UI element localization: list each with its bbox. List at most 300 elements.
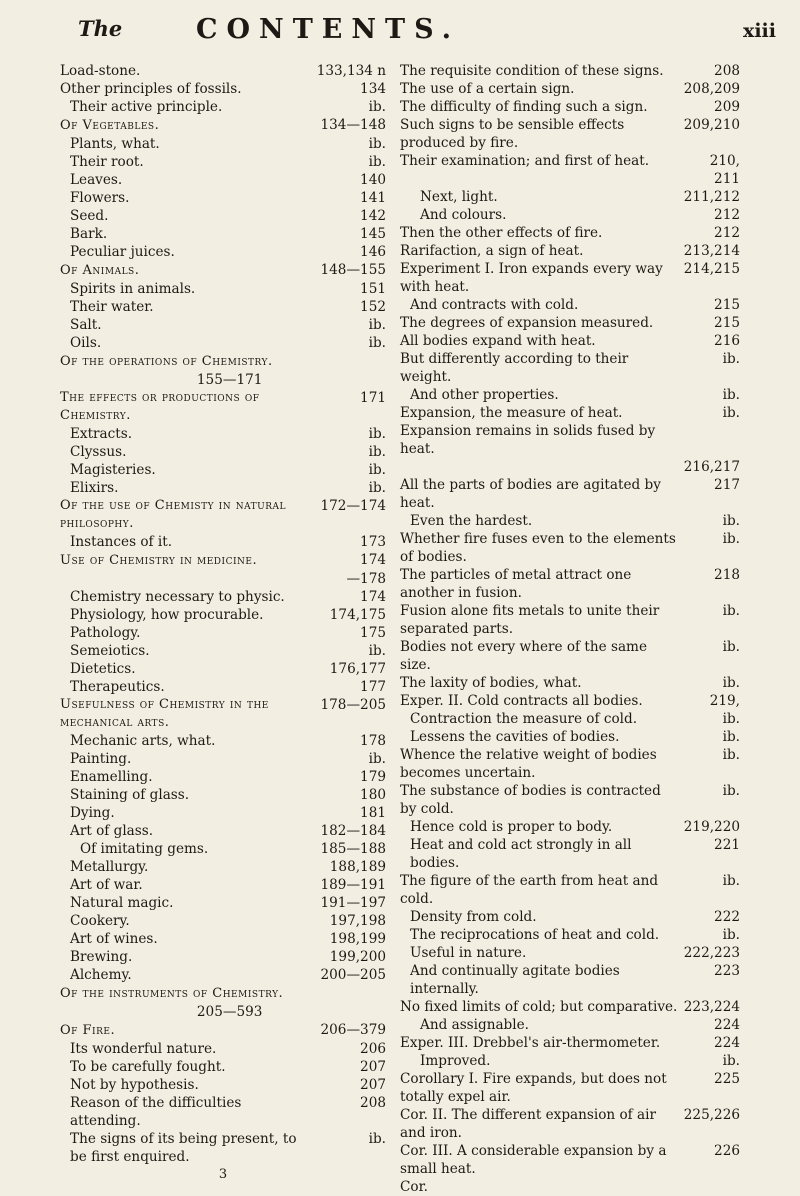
entry-text: Cor. III. A considerable expansion by a small heat. bbox=[400, 1143, 667, 1177]
entry-page: 210, bbox=[709, 153, 740, 169]
contents-entry bbox=[400, 1016, 740, 1034]
contents-entry bbox=[400, 566, 740, 602]
entry-text: Chemistry necessary to physic. bbox=[70, 589, 285, 605]
entry-page: 134 bbox=[360, 81, 386, 97]
contents-entry bbox=[60, 768, 386, 786]
entry-page: 178 bbox=[360, 733, 386, 749]
contents-entry bbox=[400, 818, 740, 836]
contents-entry bbox=[400, 170, 740, 188]
entry-page: 212 bbox=[714, 207, 740, 223]
contents-entry bbox=[400, 476, 740, 512]
entry-page: 175 bbox=[360, 625, 386, 641]
entry-text: Pathology. bbox=[70, 625, 141, 641]
entry-text: Seed. bbox=[70, 208, 109, 224]
entry-text: Instances of it. bbox=[70, 534, 173, 550]
entry-text: Painting. bbox=[70, 751, 132, 767]
entry-page: 216 bbox=[714, 333, 740, 349]
contents-entry bbox=[400, 836, 740, 872]
entry-text: Enamelling. bbox=[70, 769, 153, 785]
contents-entry bbox=[60, 930, 386, 948]
entry-page: 206 bbox=[360, 1041, 386, 1057]
contents-entry bbox=[400, 602, 740, 638]
entry-page: ib. bbox=[722, 639, 740, 655]
entry-text: Experiment I. Iron expands every way with heat. bbox=[400, 261, 663, 295]
entry-page: 206—379 bbox=[320, 1022, 386, 1038]
entry-page: 152 bbox=[360, 299, 386, 315]
contents-column-right bbox=[400, 62, 740, 1196]
entry-page: 133,134 n bbox=[316, 63, 386, 79]
entry-page: 207 bbox=[360, 1059, 386, 1075]
entry-text: Their examination; and first of heat. bbox=[400, 153, 650, 169]
entry-page: ib. bbox=[368, 462, 386, 478]
entry-text: Art of glass. bbox=[70, 823, 154, 839]
contents-entry bbox=[60, 822, 386, 840]
entry-text: Spirits in animals. bbox=[70, 281, 196, 297]
contents-entry bbox=[400, 116, 740, 152]
entry-text: Corollary I. Fire expands, but does not totally expel air. bbox=[400, 1071, 667, 1105]
entry-page: 214,215 bbox=[683, 261, 740, 277]
entry-page: ib. bbox=[722, 405, 740, 421]
entry-page: 191—197 bbox=[320, 895, 386, 911]
entry-page: 216,217 bbox=[683, 459, 740, 475]
contents-entry bbox=[60, 1040, 386, 1058]
entry-text: Load-stone. bbox=[60, 63, 141, 79]
contents-entry bbox=[60, 588, 386, 606]
contents-entry bbox=[400, 458, 740, 476]
entry-page: 181 bbox=[360, 805, 386, 821]
entry-text: Of the use of Chemisty in natural philosophy. bbox=[60, 498, 286, 531]
entry-text: All bodies expand with heat. bbox=[400, 333, 596, 349]
contents-entry bbox=[400, 908, 740, 926]
entry-text: Whence the relative weight of bodies becomes uncertain. bbox=[400, 747, 657, 781]
entry-page: ib. bbox=[368, 136, 386, 152]
contents-entry bbox=[60, 1058, 386, 1076]
entry-page: 134—148 bbox=[320, 117, 386, 133]
contents-entry bbox=[400, 98, 740, 116]
contents-entry bbox=[60, 570, 386, 588]
entry-page: 141 bbox=[360, 190, 386, 206]
entry-page: ib. bbox=[368, 643, 386, 659]
contents-entry bbox=[60, 153, 386, 171]
entry-text: Next, light. bbox=[420, 189, 498, 205]
entry-page: 209,210 bbox=[683, 117, 740, 133]
entry-page: 180 bbox=[360, 787, 386, 803]
entry-text: Plants, what. bbox=[70, 136, 160, 152]
entry-text: The laxity of bodies, what. bbox=[400, 675, 582, 691]
contents-entry bbox=[400, 512, 740, 530]
entry-page: ib. bbox=[368, 480, 386, 496]
entry-text: Density from cold. bbox=[410, 909, 537, 925]
entry-text: No fixed limits of cold; but comparative. bbox=[400, 999, 678, 1015]
entry-text: Rarifaction, a sign of heat. bbox=[400, 243, 584, 259]
contents-entry bbox=[60, 732, 386, 750]
entry-text: Heat and cold act strongly in all bodies. bbox=[410, 837, 632, 871]
entry-page: ib. bbox=[368, 335, 386, 351]
contents-entry bbox=[400, 62, 740, 80]
contents-entry bbox=[400, 350, 740, 386]
contents-entry bbox=[60, 876, 386, 894]
entry-text: Lessens the cavities of bodies. bbox=[410, 729, 620, 745]
contents-entry bbox=[400, 422, 740, 458]
entry-text: Bark. bbox=[70, 226, 108, 242]
contents-entry bbox=[60, 298, 386, 316]
contents-entry bbox=[60, 225, 386, 243]
contents-entry bbox=[400, 386, 740, 404]
entry-page: 148—155 bbox=[320, 262, 386, 278]
contents-entry bbox=[60, 1076, 386, 1094]
entry-page: 151 bbox=[360, 281, 386, 297]
entry-text: Their active principle. bbox=[70, 99, 223, 115]
entry-page: 176,177 bbox=[329, 661, 386, 677]
contents-entry bbox=[60, 750, 386, 768]
entry-text: Physiology, how procurable. bbox=[70, 607, 264, 623]
entry-page: 219,220 bbox=[683, 819, 740, 835]
entry-page: 197,198 bbox=[329, 913, 386, 929]
contents-entry bbox=[60, 243, 386, 261]
contents-entry bbox=[60, 1094, 386, 1130]
contents-entry bbox=[400, 1142, 740, 1178]
entry-page: 179 bbox=[360, 769, 386, 785]
entry-text: To be carefully fought. bbox=[70, 1059, 226, 1075]
entry-page: 209 bbox=[714, 99, 740, 115]
contents-entry bbox=[60, 642, 386, 660]
entry-text: Extracts. bbox=[70, 426, 133, 442]
entry-page: ib. bbox=[722, 531, 740, 547]
contents-entry bbox=[60, 696, 386, 732]
entry-page: 212 bbox=[714, 225, 740, 241]
entry-page: 211 bbox=[714, 171, 740, 187]
page-number: xiii bbox=[743, 20, 776, 42]
contents-entry bbox=[400, 314, 740, 332]
entry-page: 224 bbox=[714, 1035, 740, 1051]
entry-page: 218 bbox=[714, 567, 740, 583]
entry-page: ib. bbox=[722, 513, 740, 529]
contents-entry bbox=[400, 872, 740, 908]
contents-entry bbox=[60, 98, 386, 116]
entry-page: 215 bbox=[714, 297, 740, 313]
entry-text: Art of wines. bbox=[70, 931, 158, 947]
contents-entry bbox=[400, 296, 740, 314]
entry-page: ib. bbox=[368, 317, 386, 333]
entry-text: Useful in nature. bbox=[410, 945, 527, 961]
entry-text: Magisteries. bbox=[70, 462, 156, 478]
contents-entry bbox=[400, 926, 740, 944]
entry-text: Of Vegetables. bbox=[60, 118, 160, 133]
entry-page: 223,224 bbox=[683, 999, 740, 1015]
contents-entry bbox=[60, 479, 386, 497]
contents-entry bbox=[60, 425, 386, 443]
entry-page: ib. bbox=[722, 927, 740, 943]
entry-text: The difficulty of finding such a sign. bbox=[400, 99, 648, 115]
entry-page: 208,209 bbox=[683, 81, 740, 97]
entry-page: 205—593 bbox=[196, 1004, 263, 1020]
contents-entry bbox=[400, 1106, 740, 1142]
entry-page: 222,223 bbox=[683, 945, 740, 961]
entry-text: Of Fire. bbox=[60, 1023, 116, 1038]
entry-text: Leaves. bbox=[70, 172, 123, 188]
contents-entry bbox=[400, 782, 740, 818]
entry-text: And contracts with cold. bbox=[410, 297, 579, 313]
contents-entry bbox=[400, 260, 740, 296]
entry-text: Oils. bbox=[70, 335, 102, 351]
entry-page: 200—205 bbox=[320, 967, 386, 983]
contents-entry bbox=[400, 332, 740, 350]
contents-entry bbox=[60, 948, 386, 966]
entry-text: Metallurgy. bbox=[70, 859, 149, 875]
entry-text: All the parts of bodies are agitated by heat. bbox=[400, 477, 661, 511]
entry-text: Fusion alone fits metals to unite their separated parts. bbox=[400, 603, 660, 637]
entry-text: And other properties. bbox=[410, 387, 559, 403]
entry-page: ib. bbox=[722, 711, 740, 727]
contents-entry bbox=[400, 188, 740, 206]
entry-page: ib. bbox=[368, 751, 386, 767]
entry-text: Elixirs. bbox=[70, 480, 119, 496]
entry-page: 207 bbox=[360, 1077, 386, 1093]
entry-text: Then the other effects of fire. bbox=[400, 225, 603, 241]
entry-text: Hence cold is proper to body. bbox=[410, 819, 613, 835]
entry-page: 142 bbox=[360, 208, 386, 224]
entry-page: ib. bbox=[722, 783, 740, 799]
contents-entry bbox=[60, 334, 386, 352]
entry-page: 172—174 bbox=[320, 498, 386, 514]
entry-text: Peculiar juices. bbox=[70, 244, 175, 260]
entry-text: Cor. II. The different expansion of air and iron. bbox=[400, 1107, 656, 1141]
contents-entry bbox=[60, 371, 386, 389]
entry-text: But differently according to their weight. bbox=[400, 351, 629, 385]
entry-page: 222 bbox=[714, 909, 740, 925]
entry-page: ib. bbox=[722, 351, 740, 367]
entry-text: Of imitating gems. bbox=[80, 841, 209, 857]
contents-entry bbox=[400, 962, 740, 998]
entry-page: 182—184 bbox=[320, 823, 386, 839]
contents-entry bbox=[400, 674, 740, 692]
contents-entry bbox=[60, 497, 386, 533]
entry-page: ib. bbox=[368, 426, 386, 442]
entry-text: Even the hardest. bbox=[410, 513, 533, 529]
entry-page: 215 bbox=[714, 315, 740, 331]
contents-entry bbox=[60, 461, 386, 479]
contents-entry bbox=[60, 624, 386, 642]
contents-entry bbox=[60, 660, 386, 678]
entry-text: Semeiotics. bbox=[70, 643, 150, 659]
header-the: The bbox=[78, 16, 123, 41]
contents-entry bbox=[60, 894, 386, 912]
contents-entry bbox=[60, 116, 386, 135]
contents-entry bbox=[60, 966, 386, 984]
contents-entry bbox=[60, 207, 386, 225]
contents-entry bbox=[60, 678, 386, 696]
entry-page: 188,189 bbox=[329, 859, 386, 875]
entry-text: Of Animals. bbox=[60, 263, 140, 278]
entry-text: The use of a certain sign. bbox=[400, 81, 575, 97]
entry-page: ib. bbox=[722, 675, 740, 691]
entry-text: The figure of the earth from heat and cold. bbox=[400, 873, 659, 907]
entry-text: Salt. bbox=[70, 317, 102, 333]
contents-entry bbox=[60, 804, 386, 822]
contents-entry bbox=[400, 530, 740, 566]
entry-text: Of the instruments of Chemistry. bbox=[60, 986, 284, 1001]
entry-text: Its wonderful nature. bbox=[70, 1041, 217, 1057]
entry-text: The effects or productions of Chemistry. bbox=[60, 390, 260, 423]
entry-text: Such signs to be sensible effects produced by fire. bbox=[400, 117, 625, 151]
entry-page: ib. bbox=[722, 729, 740, 745]
entry-text: Exper. II. Cold contracts all bodies. bbox=[400, 693, 643, 709]
contents-entry bbox=[400, 998, 740, 1016]
entry-text: Expansion, the measure of heat. bbox=[400, 405, 623, 421]
entry-page: 140 bbox=[360, 172, 386, 188]
entry-text: Dietetics. bbox=[70, 661, 136, 677]
contents-entry bbox=[400, 638, 740, 674]
contents-column-left bbox=[60, 62, 386, 1184]
entry-page: 189—191 bbox=[320, 877, 386, 893]
entry-page: 174,175 bbox=[329, 607, 386, 623]
contents-entry bbox=[400, 1034, 740, 1052]
entry-page: ib. bbox=[722, 603, 740, 619]
contents-entry bbox=[400, 404, 740, 422]
entry-page: 185—188 bbox=[320, 841, 386, 857]
entry-page: —178 bbox=[346, 571, 386, 587]
entry-page: 221 bbox=[714, 837, 740, 853]
entry-text: And assignable. bbox=[420, 1017, 529, 1033]
contents-entry bbox=[400, 242, 740, 260]
entry-text: Natural magic. bbox=[70, 895, 174, 911]
entry-page: ib. bbox=[368, 444, 386, 460]
entry-text: Flowers. bbox=[70, 190, 130, 206]
entry-text: The substance of bodies is contracted by cold. bbox=[400, 783, 661, 817]
entry-page: ib. bbox=[722, 387, 740, 403]
contents-entry bbox=[400, 1070, 740, 1106]
contents-entry bbox=[60, 786, 386, 804]
contents-entry bbox=[60, 1021, 386, 1040]
entry-text: Their root. bbox=[70, 154, 144, 170]
entry-text: Bodies not every where of the same size. bbox=[400, 639, 647, 673]
entry-page: 178—205 bbox=[320, 697, 386, 713]
contents-entry bbox=[60, 984, 386, 1003]
entry-page: 173 bbox=[360, 534, 386, 550]
contents-entry bbox=[60, 840, 386, 858]
entry-page: 208 bbox=[360, 1095, 386, 1111]
contents-entry bbox=[400, 710, 740, 728]
entry-text: Alchemy. bbox=[70, 967, 132, 983]
entry-page: ib. bbox=[722, 747, 740, 763]
entry-text: Their water. bbox=[70, 299, 154, 315]
entry-page: 226 bbox=[714, 1143, 740, 1159]
entry-text: Staining of glass. bbox=[70, 787, 190, 803]
entry-text: Usefulness of Chemistry in the mechanical arts. bbox=[60, 697, 269, 730]
entry-text: Improved. bbox=[420, 1053, 491, 1069]
entry-page: ib. bbox=[368, 154, 386, 170]
entry-text: Other principles of fossils. bbox=[60, 81, 242, 97]
entry-text: Of the operations of Chemistry. bbox=[60, 354, 273, 369]
entry-text: Reason of the difficulties attending. bbox=[70, 1095, 242, 1129]
entry-text: Exper. III. Drebbel's air-thermometer. bbox=[400, 1035, 661, 1051]
entry-page: 225,226 bbox=[683, 1107, 740, 1123]
contents-entry bbox=[400, 692, 740, 710]
signature-mark: 3 bbox=[218, 1167, 228, 1182]
entry-text: Whether fire fuses even to the elements of bodies. bbox=[400, 531, 676, 565]
entry-text: Art of war. bbox=[70, 877, 143, 893]
contents-entry bbox=[60, 352, 386, 371]
entry-page: 199,200 bbox=[329, 949, 386, 965]
entry-page: 223 bbox=[714, 963, 740, 979]
header-title: CONTENTS. bbox=[196, 14, 461, 45]
contents-entry bbox=[400, 224, 740, 242]
entry-text: And colours. bbox=[420, 207, 507, 223]
contents-entry bbox=[60, 1130, 386, 1166]
entry-page: 208 bbox=[714, 63, 740, 79]
entry-page: 174 bbox=[360, 552, 386, 568]
entry-text: The particles of metal attract one another in fusion. bbox=[400, 567, 632, 601]
contents-entry bbox=[400, 746, 740, 782]
entry-page: 146 bbox=[360, 244, 386, 260]
contents-entry bbox=[400, 728, 740, 746]
entry-text: Therapeutics. bbox=[70, 679, 165, 695]
running-header bbox=[0, 8, 800, 54]
contents-entry bbox=[60, 280, 386, 298]
entry-text: Clyssus. bbox=[70, 444, 127, 460]
contents-entry bbox=[60, 1003, 386, 1021]
entry-page: 177 bbox=[360, 679, 386, 695]
entry-text: And continually agitate bodies internally. bbox=[410, 963, 620, 997]
entry-text: Cor. bbox=[400, 1179, 428, 1195]
entry-page: ib. bbox=[368, 99, 386, 115]
contents-entry bbox=[400, 206, 740, 224]
entry-page: 224 bbox=[714, 1017, 740, 1033]
entry-text: Expansion remains in solids fused by heat. bbox=[400, 423, 656, 457]
entry-text: The signs of its being present, to be first enquired. bbox=[70, 1131, 297, 1165]
contents-entry bbox=[60, 261, 386, 280]
contents-entry bbox=[60, 858, 386, 876]
entry-page: 155—171 bbox=[196, 372, 263, 388]
entry-page: 211,212 bbox=[683, 189, 740, 205]
contents-entry bbox=[60, 389, 386, 425]
contents-entry bbox=[60, 912, 386, 930]
entry-page: 174 bbox=[360, 589, 386, 605]
entry-text: Use of Chemistry in medicine. bbox=[60, 553, 258, 568]
contents-entry bbox=[60, 80, 386, 98]
entry-text: Cookery. bbox=[70, 913, 130, 929]
entry-text: Not by hypothesis. bbox=[70, 1077, 199, 1093]
entry-page: 217 bbox=[714, 477, 740, 493]
contents-entry bbox=[400, 152, 740, 170]
entry-text: Dying. bbox=[70, 805, 115, 821]
entry-page: 145 bbox=[360, 226, 386, 242]
entry-text: The degrees of expansion measured. bbox=[400, 315, 654, 331]
entry-page: ib. bbox=[368, 1131, 386, 1147]
entry-text: Mechanic arts, what. bbox=[70, 733, 216, 749]
entry-page: 225 bbox=[714, 1071, 740, 1087]
contents-entry bbox=[60, 551, 386, 570]
entry-page: ib. bbox=[722, 1053, 740, 1069]
contents-entry bbox=[400, 1052, 740, 1070]
contents-entry bbox=[60, 316, 386, 334]
entry-text: The reciprocations of heat and cold. bbox=[410, 927, 660, 943]
contents-entry bbox=[400, 1178, 740, 1196]
contents-entry bbox=[60, 189, 386, 207]
entry-text: The requisite condition of these signs. bbox=[400, 63, 664, 79]
contents-entry bbox=[60, 135, 386, 153]
entry-page: ib. bbox=[722, 873, 740, 889]
contents-entry bbox=[60, 443, 386, 461]
entry-page: 171 bbox=[360, 390, 386, 406]
contents-entry bbox=[400, 944, 740, 962]
contents-entry bbox=[60, 62, 386, 80]
entry-page: 213,214 bbox=[683, 243, 740, 259]
entry-text: Brewing. bbox=[70, 949, 133, 965]
contents-entry bbox=[60, 171, 386, 189]
contents-entry bbox=[400, 80, 740, 98]
entry-page: 219, bbox=[709, 693, 740, 709]
